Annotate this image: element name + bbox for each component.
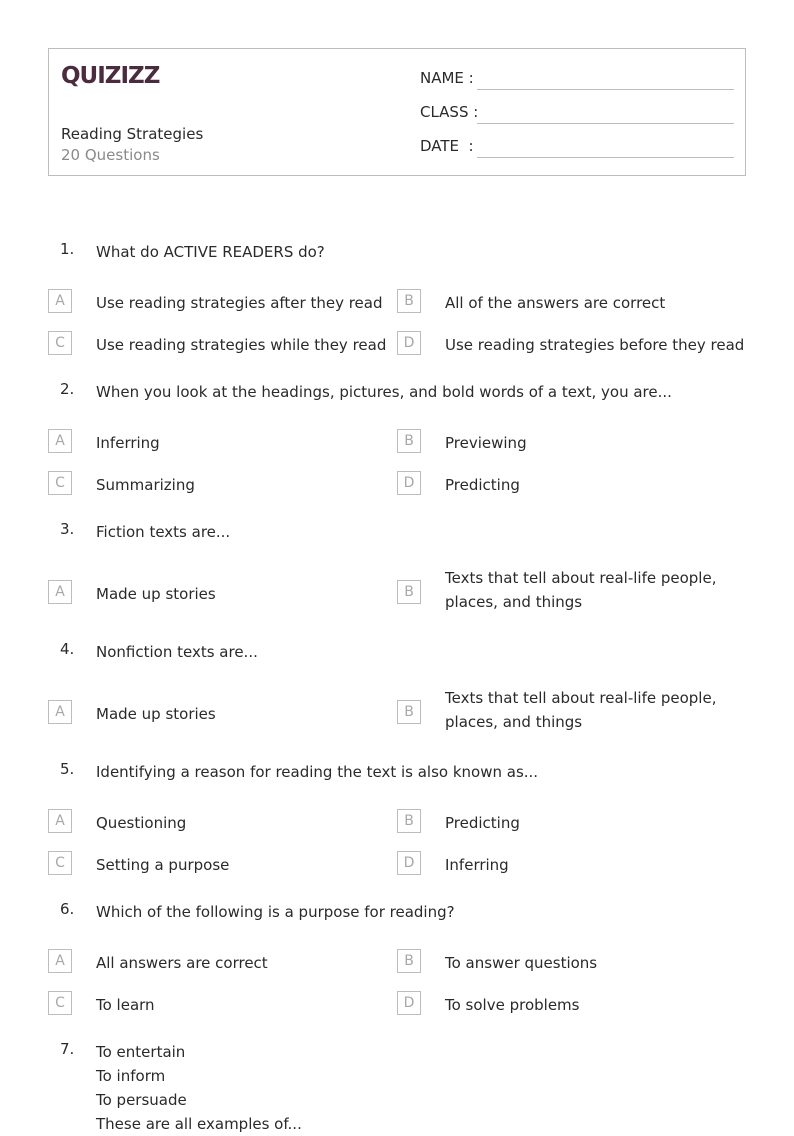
option-letter: C [48,851,72,875]
option-letter: B [397,949,421,973]
question-number: 2. [60,380,75,398]
question-text [96,1040,746,1136]
question-text: When you look at the headings, pictures, and bold words of a text, you are... [96,383,672,401]
question-count: 20 Questions [61,146,160,164]
name-line [477,89,734,90]
option-text: Predicting [445,476,520,494]
option-text: Use reading strategies before they read [445,336,745,354]
option-letter: C [48,331,72,355]
date-label: DATE : [420,137,474,155]
question-text: Which of the following is a purpose for reading? [96,903,455,921]
question-line: To entertain [96,1043,186,1061]
quizizz-logo-mark [61,61,160,89]
class-line [477,123,734,124]
option-letter: B [397,809,421,833]
question-7 [0,1040,794,1133]
option-text: Summarizing [96,476,195,494]
option-text: Predicting [445,814,520,832]
option-letter: B [397,700,421,724]
question-text: Identifying a reason for reading the text is also known as... [96,763,539,781]
option-letter: D [397,851,421,875]
option-text: All of the answers are correct [445,294,666,312]
option-text: Questioning [96,814,187,832]
option-letter: B [397,289,421,313]
option-letter: A [48,949,72,973]
class-field[interactable] [420,103,734,127]
worksheet-header [48,48,746,176]
question-number: 4. [60,640,75,658]
option-text: To learn [96,996,155,1014]
question-line: These are all examples of... [96,1115,302,1133]
option-text: Use reading strategies after they read [96,294,383,312]
name-label: NAME : [420,69,474,87]
option-letter: A [48,289,72,313]
option-letter: C [48,471,72,495]
option-text: Use reading strategies while they read [96,336,387,354]
question-text: Nonfiction texts are... [96,643,258,661]
class-label: CLASS : [420,103,479,121]
question-line: To inform [96,1067,166,1085]
option-text: Made up stories [96,585,216,603]
svg-text:QUIZIZZ: QUIZIZZ [61,63,160,89]
option-letter: D [397,991,421,1015]
option-letter: A [48,429,72,453]
option-text: Made up stories [96,705,216,723]
option-text: Texts that tell about real-life people, places, and things [445,689,717,731]
option-text: To answer questions [445,954,598,972]
question-number: 5. [60,760,75,778]
quizizz-logo [61,61,160,89]
option-text: Previewing [445,434,527,452]
date-field[interactable] [420,137,734,161]
option-letter: A [48,809,72,833]
question-line: To persuade [96,1091,187,1109]
option-text: All answers are correct [96,954,268,972]
option-text: Texts that tell about real-life people, places, and things [445,569,717,611]
option-letter: D [397,471,421,495]
option-text: Setting a purpose [96,856,230,874]
name-field[interactable] [420,69,734,93]
quiz-title: Reading Strategies [61,125,204,143]
option-letter: A [48,700,72,724]
question-number: 3. [60,520,75,538]
question-number: 7. [60,1040,75,1058]
question-number: 6. [60,900,75,918]
option-text: Inferring [445,856,509,874]
option-letter: C [48,991,72,1015]
option-letter: D [397,331,421,355]
option-text: Inferring [96,434,160,452]
option-letter: B [397,580,421,604]
question-text: What do ACTIVE READERS do? [96,243,325,261]
question-text: Fiction texts are... [96,523,231,541]
date-line [477,157,734,158]
option-letter: B [397,429,421,453]
option-letter: A [48,580,72,604]
option-text: To solve problems [445,996,580,1014]
question-number: 1. [60,240,75,258]
